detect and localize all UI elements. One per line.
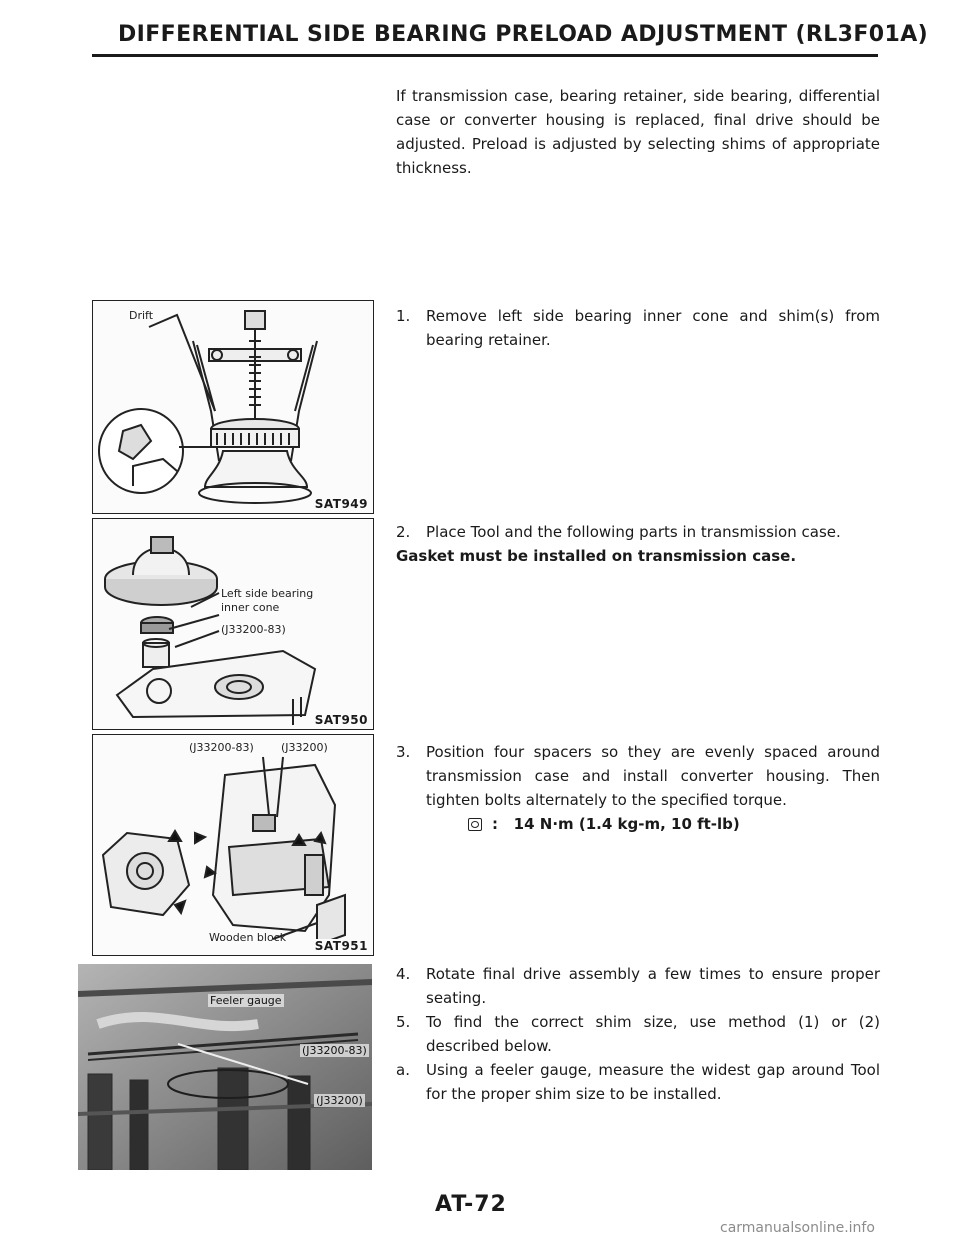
label-tool-j33200-83: (J33200-83) — [302, 1044, 367, 1057]
label-feeler-gauge: Feeler gauge — [210, 994, 282, 1007]
step-1 — [396, 304, 880, 352]
gasket-note: Gasket must be installed on transmission case. — [396, 547, 797, 565]
step-5 — [396, 1010, 880, 1058]
step-text: To find the correct shim size, use method (1) or (2) described below. — [426, 1013, 880, 1055]
label-tool-j33200-83: (J33200-83) — [221, 623, 286, 636]
step-number: 1. — [396, 307, 411, 325]
figure-code: SAT949 — [314, 497, 368, 511]
step-text: Using a feeler gauge, measure the widest gap around Tool for the proper shim size to be installed. — [426, 1061, 880, 1103]
step-3 — [396, 740, 880, 812]
page-title: DIFFERENTIAL SIDE BEARING PRELOAD ADJUSTMENT (RL3F01A) — [118, 22, 929, 47]
page-number: AT-72 — [435, 1192, 507, 1217]
label-wooden-block: Wooden block — [209, 931, 287, 944]
step-text: Rotate final drive assembly a few times to ensure proper seating. — [426, 965, 880, 1007]
figure-code: SAT951 — [314, 939, 368, 953]
torque-spec — [468, 812, 868, 836]
step-a — [396, 1058, 880, 1106]
step-number: 2. — [396, 523, 411, 541]
torque-wrench-icon — [468, 818, 482, 831]
feeler-gauge-photo — [78, 964, 372, 1170]
step-4 — [396, 962, 880, 1010]
label-inner-cone: inner cone — [221, 601, 280, 614]
figure-sat950 — [92, 518, 374, 730]
torque-value: 14 N·m (1.4 kg-m, 10 ft-lb) — [513, 815, 740, 833]
label-left-side-bearing: Left side bearing — [221, 587, 314, 600]
torque-separator: : — [492, 815, 498, 833]
bearing-puller-drawing — [93, 301, 374, 514]
step-2 — [396, 520, 880, 544]
intro-paragraph: If transmission case, bearing retainer, side bearing, differential case or converter housing is replaced, final drive should be adjusted. Preload is adjusted by selecting shims of appropriate thickness. — [396, 87, 880, 177]
figure-sat951 — [92, 734, 374, 956]
figure-sat949 — [92, 300, 374, 514]
step-text: Place Tool and the following parts in transmission case. — [426, 523, 841, 541]
step-number: 3. — [396, 743, 411, 761]
watermark: carmanualsonline.info — [720, 1220, 875, 1236]
label-tool-j33200: (J33200) — [281, 741, 328, 754]
step-number: 4. — [396, 965, 411, 983]
step-number: a. — [396, 1061, 410, 1079]
label-tool-j33200: (J33200) — [316, 1094, 363, 1107]
title-rule — [92, 54, 878, 57]
step-number: 5. — [396, 1013, 411, 1031]
figure-code: SAT950 — [314, 713, 368, 727]
step-text: Remove left side bearing inner cone and shim(s) from bearing retainer. — [426, 307, 880, 349]
label-tool-j33200-83: (J33200-83) — [189, 741, 254, 754]
label-drift: Drift — [129, 309, 154, 322]
step-text: Position four spacers so they are evenly spaced around transmission case and install converter housing. Then tighten bolts alternately to the specified torque. — [426, 743, 880, 809]
converter-housing-drawing — [93, 735, 374, 956]
